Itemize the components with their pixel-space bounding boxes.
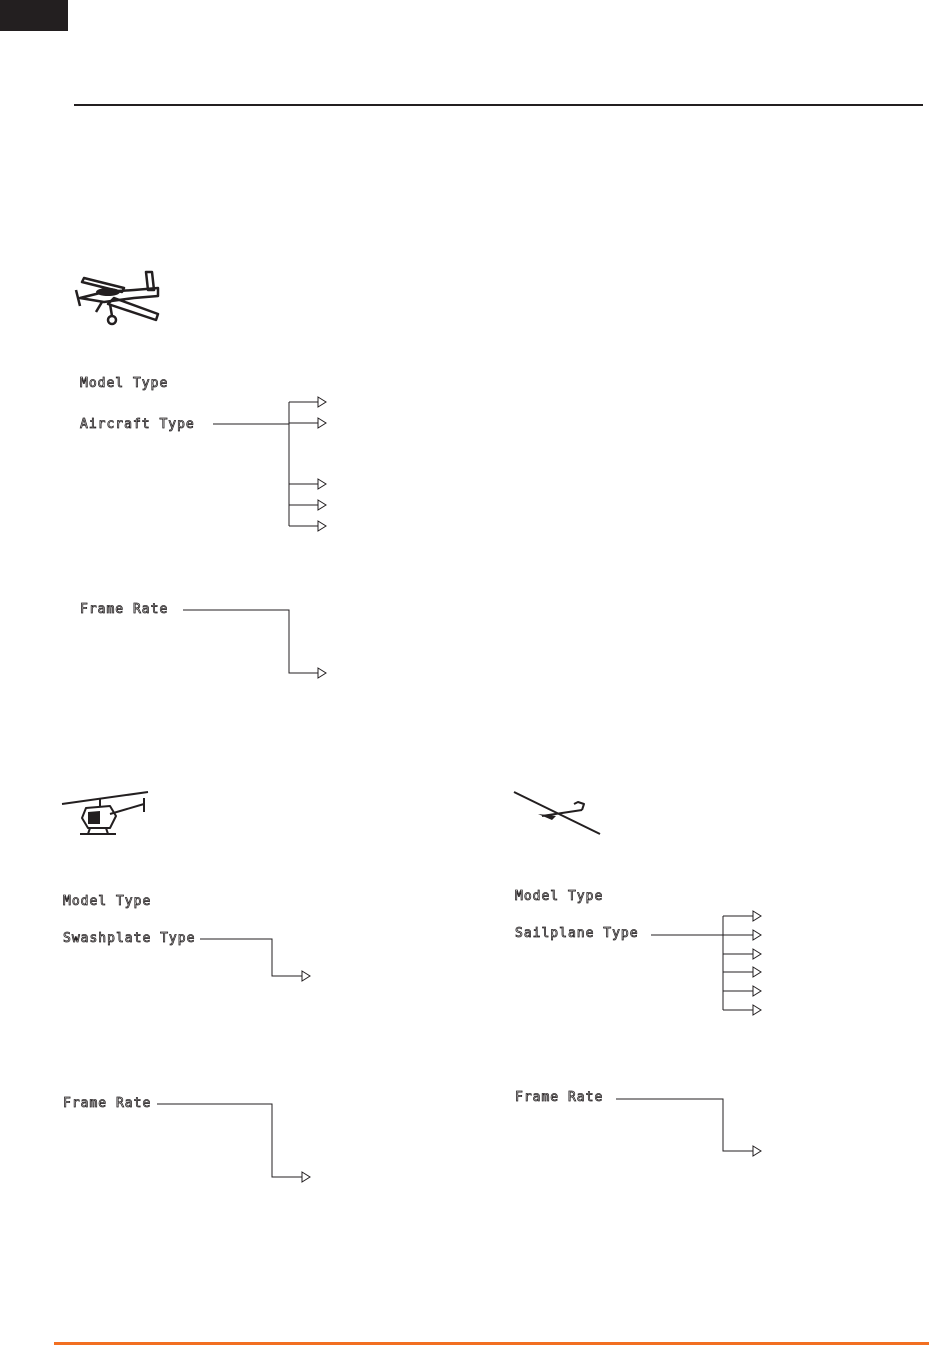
airplane-aircraft-type-label: Aircraft Type	[80, 417, 195, 432]
helicopter-frame-rate-label: Frame Rate	[63, 1096, 152, 1111]
helicopter-swashplate-type-label: Swashplate Type	[63, 931, 196, 946]
sailplane-model-type-label: Model Type	[515, 889, 604, 904]
helicopter-model-type-label: Model Type	[63, 894, 152, 909]
airplane-model-type-label: Model Type	[80, 376, 169, 391]
airplane-frame-rate-label: Frame Rate	[80, 602, 169, 617]
sailplane-sailplane-type-label: Sailplane Type	[515, 926, 639, 941]
sailplane-frame-rate-label: Frame Rate	[515, 1090, 604, 1105]
